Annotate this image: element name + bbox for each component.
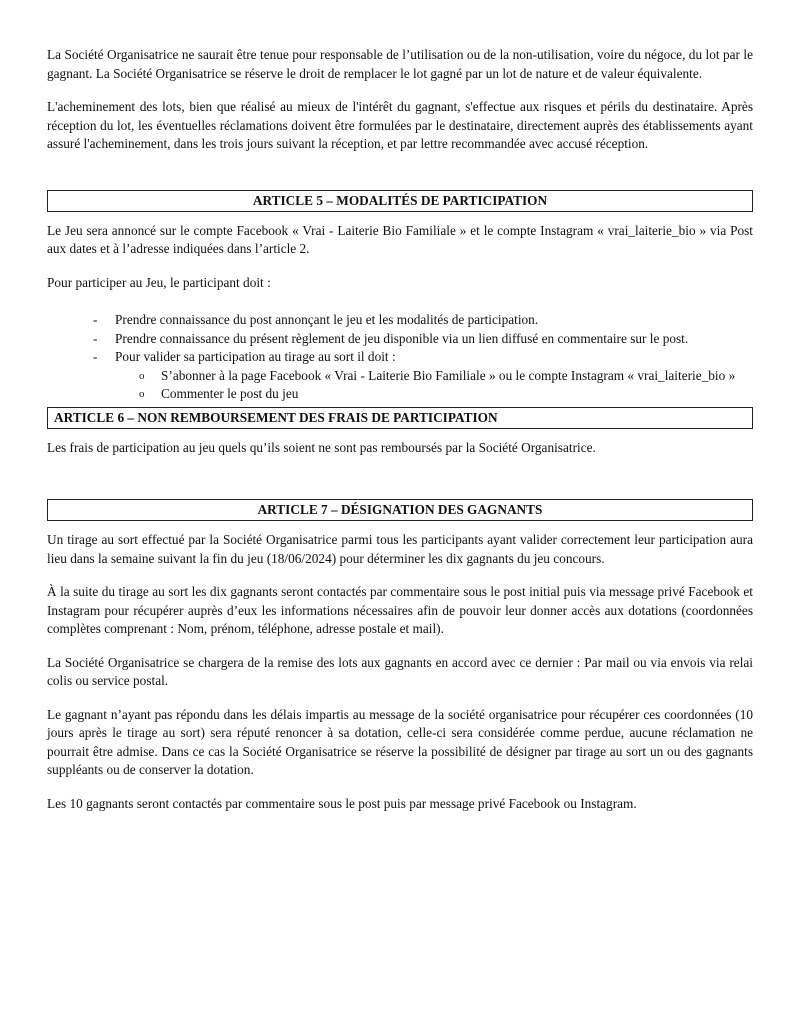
article-6-heading: ARTICLE 6 – NON REMBOURSEMENT DES FRAIS DE PARTICIPATION (47, 407, 753, 429)
article-7-paragraph-4: Le gagnant n’ayant pas répondu dans les délais impartis au message de la société organisatrice pour récupérer ces coordonnées (10 jours après le tirage au sort) sera réputé renoncer à sa dotation, celle-ci sera considérée comme perdue, aucune réclamation ne pourrait être admise. Dans ce cas la Société Organisatrice se réserve la possibilité de désigner par tirage au sort un ou des gagnants suppléants ou de conserver la dotation. (47, 706, 753, 777)
circle-bullet-icon: o (139, 369, 145, 382)
participation-list (47, 311, 753, 404)
article-7-paragraph-1: Un tirage au sort effectué par la Société Organisatrice parmi tous les participants ayant valider correctement leur participation aura lieu dans la semaine suivant la fin du jeu (18/06/2024) pour déterminer les dix gagnants du jeu concours. (47, 532, 753, 566)
article-5-paragraph-2: Pour participer au Jeu, le participant doit : (47, 274, 271, 290)
document-page (47, 46, 753, 813)
article-7-paragraph-2: À la suite du tirage au sort les dix gagnants seront contactés par commentaire sous le post initial puis via message privé Facebook et Instagram pour récupérer auprès d’eux les informations nécessaires afin de pouvoir leur donner accès aux dotations (coordonnées complètes comprenant : Nom, prénom, téléphone, adresse postale et mail). (47, 584, 753, 636)
list-item (93, 348, 753, 404)
article-7-paragraph-5: Les 10 gagnants seront contactés par commentaire sous le post puis par message privé Facebook ou Instagram. (47, 795, 637, 811)
intro-paragraph-2: L'acheminement des lots, bien que réalisé au mieux de l'intérêt du gagnant, s'effectue aux risques et périls du destinataire. Après réception du lot, les éventuelles réclamations doivent être formulées par le destinataire, directement auprès des établissements ayant assuré l'acheminement, dans les trois jours suivant la réception, et par lettre recommandée avec accusé réception. (47, 99, 753, 151)
list-item-text: Prendre connaissance du post annonçant le jeu et les modalités de participation. (115, 312, 539, 327)
list-item-text: Pour valider sa participation au tirage au sort il doit : (115, 349, 396, 364)
article-7-heading: ARTICLE 7 – DÉSIGNATION DES GAGNANTS (47, 499, 753, 521)
article-6-paragraph-1: Les frais de participation au jeu quels qu’ils soient ne sont pas remboursés par la Société Organisatrice. (47, 439, 596, 455)
list-item (93, 311, 753, 330)
sub-list-item (139, 367, 753, 386)
intro-paragraph-1: La Société Organisatrice ne saurait être tenue pour responsable de l’utilisation ou de la non-utilisation, voire du négoce, du lot par le gagnant. La Société Organisatrice se réserve le droit de remplacer le lot gagné par un lot de nature et de valeur équivalente. (47, 47, 753, 81)
dash-bullet-icon: - (93, 330, 98, 346)
article-5-heading: ARTICLE 5 – MODALITÉS DE PARTICIPATION (47, 190, 753, 212)
sub-list-item-text: Commenter le post du jeu (161, 386, 299, 401)
sub-list-item-text: S’abonner à la page Facebook « Vrai - Laiterie Bio Familiale » ou le compte Instagram « vrai_laiterie_bio » (161, 367, 736, 383)
circle-bullet-icon: o (139, 388, 145, 400)
dash-bullet-icon: - (93, 312, 98, 327)
list-item (93, 330, 753, 349)
list-item-text: Prendre connaissance du présent règlement de jeu disponible via un lien diffusé en commentaire sur le post. (115, 330, 689, 346)
sub-list-item (139, 385, 753, 404)
article-7-paragraph-3: La Société Organisatrice se chargera de la remise des lots aux gagnants en accord avec ce dernier : Par mail ou via envois via relai colis ou service postal. (47, 654, 753, 688)
article-5-paragraph-1: Le Jeu sera annoncé sur le compte Facebook « Vrai - Laiterie Bio Familiale » et le compte Instagram « vrai_laiterie_bio » via Post aux dates et à l’adresse indiquées dans l’article 2. (47, 222, 753, 256)
sub-list (115, 367, 753, 404)
dash-bullet-icon: - (93, 349, 98, 364)
